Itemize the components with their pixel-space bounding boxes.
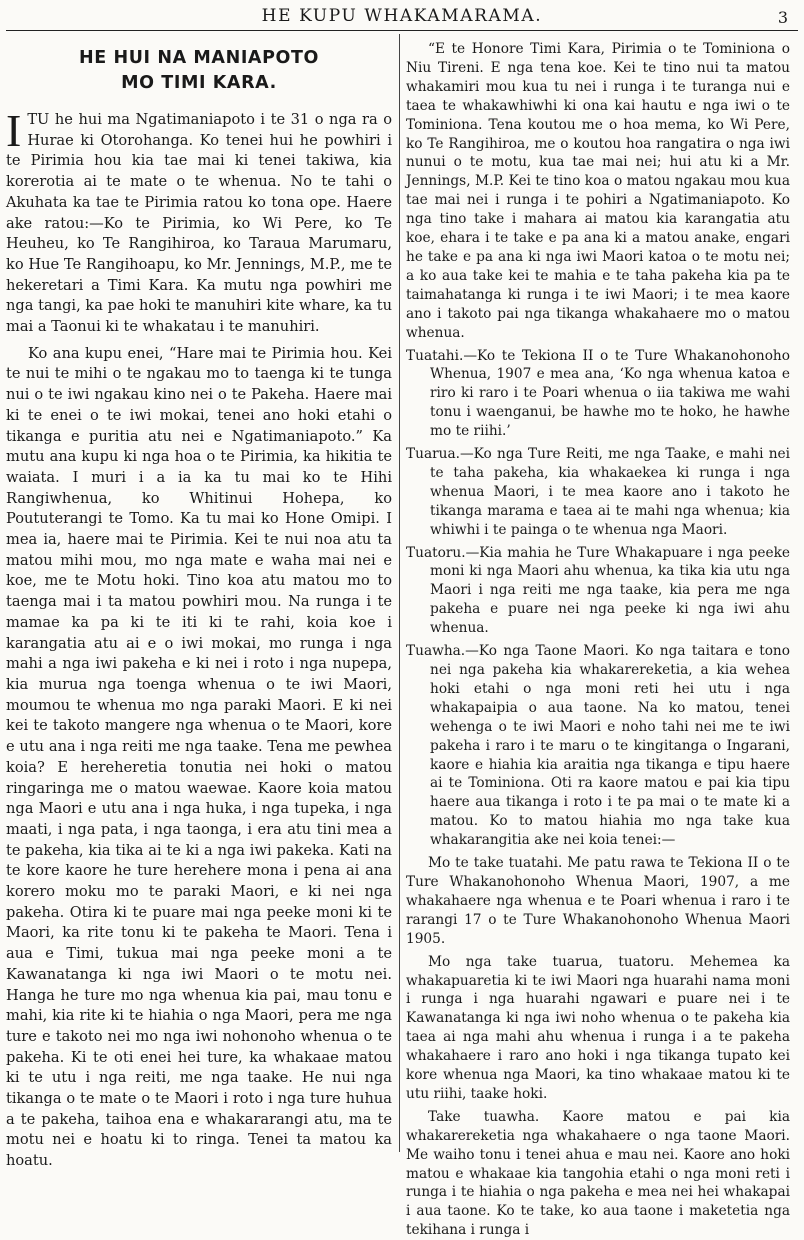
- list-item-text: —Ko te Tekiona II o te Ture Whakanohonoho Whenua, 1907 e mea ana, ‘Ko nga whenua katoa e riro ki raro i te Poari whenua o iia takiwa me wahi tonu i waenganui, be hawhe mo te hoko, he hawhe mo te riihi.’: [430, 347, 790, 440]
- list-item-tuatoru: [406, 544, 790, 639]
- paragraph-1-text: TU he hui ma Ngatimaniapoto i te 31 o nga ra o Hurae ki Otorohanga. Ko tenei hui he powhiri i te Pirimia hou kia tae mai ki tenei takiwa, kia korerotia ai te mate o te whenua. No te tahi o Akuhata ka tae te Pirimia ratou ko tona ope. Haere ake ratou:—Ko te Pirimia, ko Wi Pere, ko Te Heuheu, ko Te Rangihiroa, ko Taraua Marumaru, ko Hue Te Rangihoapu, ko Mr. Jennings, M.P., me te hekeretari a Timi Kara. Ka mutu nga powhiri me nga tangi, ka pae hoki te manuhiri kite whare, ka tu mai a Taonui ki te whakatau i te manuhiri.: [6, 111, 392, 336]
- list-item-label: Tuatahi.: [406, 347, 464, 364]
- page-header: [0, 0, 804, 34]
- left-column: [6, 40, 392, 1172]
- list-item-label: Tuatoru.: [406, 544, 466, 561]
- list-item-tuawha: [406, 642, 790, 850]
- response-take-tuawha: Take tuawha. Kaore matou e pai kia whakarereketia nga whakahaere o nga taone Maori. Me waiho tonu i tenei ahua e mau nei. Kaore ano hoki matou e whakaae kia tangohia etahi o nga moni reti i runga i te hiahia o nga pakeha e mea nei hei whakapai i aua taone. Ko te take, ko aua taone i maketetia nga tekihana i runga i: [406, 1108, 790, 1239]
- paragraph-2: Ko ana kupu enei, “Hare mai te Pirimia hou. Kei te nui te mihi o te ngakau mo to taenga ki te tunga nui o te iwi ngakau kino nei o te Pakeha. Haere mai ki te enei o te iwi mokai, tenei ano hoki etahi o tikanga e puritia atu nei e Ngatimaniapoto.” Ka mutu ana kupu ki nga hoa o te Pirimia, ka hikitia te waiata. I muri i a ia ka tu mai ko te Hihi Rangiwhenua, ko Whitinui Hohepa, ko Poututerangi te Tomo. Ka tu mai ko Hone Omipi. I mea ia, haere mai te Pirimia. Kei te nui noa atu ta matou mihi mou, mo nga mate e waha mai nei e koe, me te Motu hoki. Tino koa atu matou mo to taenga mai i ta matou powhiri mou. Na runga i te mamae ka pa ki te iti ki te rahi, koia koe i karangatia atu ai e o iwi mokai, mo runga i nga mahi a nga iwi pakeha e ki nei i roto i nga nupepa, kia murua nga toenga whenua o te iwi Maori, moumou te whenua mo nga paraki Maori. E ki nei kei te takoto mangere nga whenua o te Maori, kore e utu ana i nga reiti me nga taake. Tena me pewhea koia? E hereheretia tonutia nei hoki o matou ringaringa me o matou waewae. Kaore koia matou nga Maori e utu ana i nga huka, i nga tupeka, i nga maati, i nga pata, i nga taonga, i era atu tini mea a te pakeha, kia tika ai te ki a nga iwi pakeka. Kati na te kore kaore he ture herehere mona i pena ai ana korero moku mo te paraki Maori, e ki nei nga pakeha. Otira ki te puare mai nga peeke moni ki te Maori, ka rite tonu ki te pakeha te Maori. Tena i aua e Timi, tukua mai nga peeke moni a te Kawanatanga ki nga iwi Maori o te motu nei. Hanga he ture mo nga whenua kia pai, mau tonu e mahi, kia rite ki te hiahia o nga Maori, pera me nga ture e takoto nei mo nga iwi nohonoho whenua o te pakeha. Ki te oti enei hei ture, ka whakaae matou ki te utu i nga reiti, me nga taake. He nui nga tikanga o te mate o te Maori i roto i nga ture huhua a te pakeha, taihoa ena e whakararangi atu, ma te motu nei e hoatu ki to ringa. Tenei ta matou ka hoatu.: [6, 344, 392, 1170]
- article-headline: [6, 46, 392, 96]
- headline-line-2: MO TIMI KARA.: [121, 73, 277, 93]
- headline-line-1: HE HUI NA MANIAPOTO: [78, 48, 319, 68]
- column-divider: [399, 34, 400, 1152]
- response-take-tuatahi: Mo te take tuatahi. Me patu rawa te Tekiona II o te Ture Whakanohonoho Whenua Maori, 1907, a me whakahaere nga whenua e te Poari whenua i raro i te rarangi 17 o te Ture Whakanohonoho Whenua Maori 1905.: [406, 855, 790, 947]
- list-item-label: Tuawha.: [406, 643, 466, 660]
- list-item-label: Tuarua.: [406, 446, 460, 463]
- running-title: HE KUPU WHAKAMARAMA.: [261, 6, 543, 26]
- paragraph-1: [6, 105, 392, 338]
- drop-cap: I: [6, 105, 22, 156]
- list-item-tuarua: [406, 445, 790, 540]
- list-item-text: —Kia mahia he Ture Whakapuare i nga peeke moni ki nga Maori ahu whenua, ka tika kia utu nga Maori i nga reiti me nga taake, kia pera me nga pakeha e puare nei nga peeke ki nga iwi ahu whenua.: [430, 544, 790, 637]
- response-take-tuarua-tuatoru: Mo nga take tuarua, tuatoru. Mehemea ka whakapuaretia ki te iwi Maori nga huarahi nama moni i runga i nga huarahi ngawari e puare nei i te Kawanatanga ki nga iwi noho whenua o te pakeha kia taea ai nga mahi ahu whenua i runga i a te pakeha whakahaere i raro ano hoki i nga tikanga tupato kei kore whenua nga Maori, ka tino whakaae matou ki te utu riihi, taake hoki.: [406, 953, 790, 1102]
- list-item-text: —Ko nga Ture Reiti, me nga Taake, e mahi nei te taha pakeha, kia whakaekea ki runga i nga whenua Maori, i te mea kaore ano i takoto he tikanga marama e taea ai te mahi nga whenua; kia whiwhi i te painga o te whenua nga Maori.: [430, 446, 790, 538]
- page-number: 3: [777, 8, 788, 27]
- list-item-text: —Ko nga Taone Maori. Ko nga taitara e tono nei nga pakeha kia whakarereketia, a kia wehea hoki etahi o nga moni reti hei utu i nga whakapaipia o aua taone. Na ko matou, tenei wehenga o te iwi Maori e noho tahi nei me te iwi pakeha i raro i te maru o te kingitanga o Ingarani, kaore e hiahia kia araitia nga tikanga e tipu haere ai te Tominiona. Oti ra kaore matou e pai kia tipu haere aua tikanga i roto i te pa mai o te mate ki a matou. Ko to matou hiahia mo nga take kua whakarangitia ake nei koia tenei:—: [430, 643, 790, 849]
- header-rule: [6, 30, 798, 31]
- list-item-tuatahi: [406, 347, 790, 442]
- right-column: [406, 40, 790, 1240]
- address-intro: “E te Honore Timi Kara, Pirimia o te Tominiona o Niu Tireni. E nga tena koe. Kei te tino nui ta matou whakamiri mou kua tu nei i runga i te turanga nui e taea te whakawhiwhi ki ona kai hautu e nga iwi o te Tominiona. Tena koutou me o hoa mema, ko Wi Pere, ko Te Rangihiroa, me o koutou hoa rangatira o nga iwi nunui o te motu, kua tae mai nei; hui atu ki a Mr. Jennings, M.P. Kei te tino koa o matou ngakau mou kua tae mai nei i runga i te pohiri a Ngatimaniapoto. Ko nga tino take i mahara ai matou kia karangatia atu koe, ehara i te take e pa ana ki a matou anake, engari he take e pa ana ki nga iwi Maori katoa o te motu nei; a ko aua take kei te mahia e te taha pakeha kia pa te taimahatanga ki runga i te iwi Maori; i te mea kaore ano i takoto pai nga tikanga whakahaere mo o matou whenua.: [406, 41, 790, 341]
